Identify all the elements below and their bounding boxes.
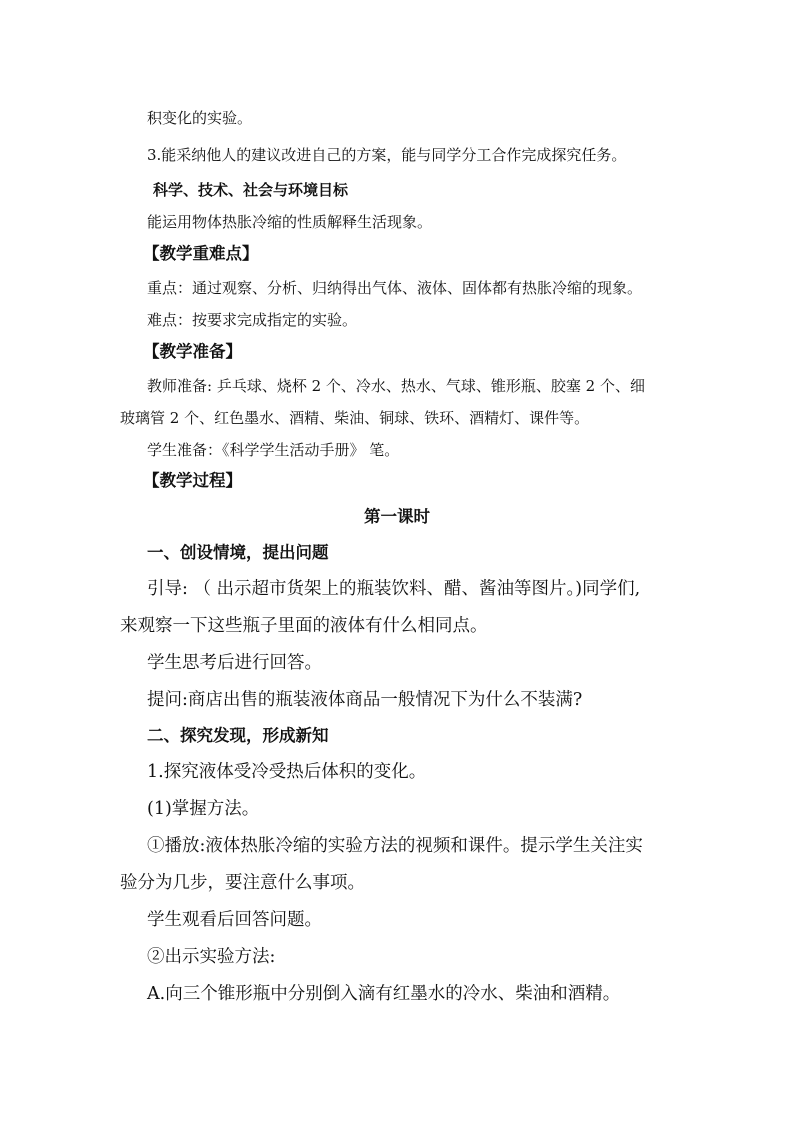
teacher-prep-line2: 玻璃管 2 个、红色墨水、酒精、柴油、铜球、铁环、酒精灯、课件等。 [120, 409, 590, 427]
explore-item-1: 1.探究液体受冷受热后体积的变化。 [147, 762, 427, 782]
section-2-heading: 二、探究发现，形成新知 [147, 726, 329, 745]
sts-goal-text: 能运用物体热胀冷缩的性质解释生活现象。 [147, 213, 433, 231]
objective-3: 3.能采纳他人的建议改进自己的方案，能与同学分工合作完成探究任务。 [147, 146, 627, 164]
sts-goal-heading: 科学、技术、社会与环境目标 [153, 181, 349, 199]
student-think: 学生思考后进行回答。 [147, 653, 322, 673]
preparation-heading: 【教学准备】 [143, 342, 242, 361]
difficult-point-text: 难点：按要求完成指定的实验。 [147, 311, 358, 329]
section-1-heading: 一、创设情境，提出问题 [147, 543, 329, 562]
paragraph-continuation: 积变化的实验。 [147, 109, 253, 127]
intro-line2: 来观察一下这些瓶子里面的液体有什么相同点。 [120, 616, 488, 636]
student-prep: 学生准备：《科学学生活动手册》 笔。 [147, 441, 400, 459]
intro-line1: 引导: （ 出示超市货架上的瓶装饮料、醋、酱油等图片。)同学们, [147, 579, 641, 599]
question: 提问:商店出售的瓶装液体商品一般情况下为什么不装满? [147, 690, 583, 710]
process-heading: 【教学过程】 [143, 471, 242, 490]
student-watch: 学生观看后回答问题。 [147, 910, 322, 930]
method-subheading: (1)掌握方法。 [147, 799, 260, 819]
key-point-text: 重点：通过观察、分析、归纳得出气体、液体、固体都有热胀冷缩的现象。 [147, 279, 643, 297]
step-a: A.向三个锥形瓶中分别倒入滴有红墨水的冷水、柴油和酒精。 [147, 984, 621, 1004]
play-video-line2: 验分为几步，要注意什么事项。 [120, 873, 365, 893]
show-method: ②出示实验方法: [147, 947, 276, 967]
lesson-title: 第一课时 [364, 507, 430, 526]
key-points-heading: 【教学重难点】 [143, 244, 259, 263]
play-video-line1: ①播放:液体热胀冷缩的实验方法的视频和课件。提示学生关注实 [147, 836, 643, 856]
teacher-prep-line1: 教师准备: 乒乓球、烧杯 2 个、冷水、热水、气球、锥形瓶、胶塞 2 个、细 [147, 377, 645, 395]
